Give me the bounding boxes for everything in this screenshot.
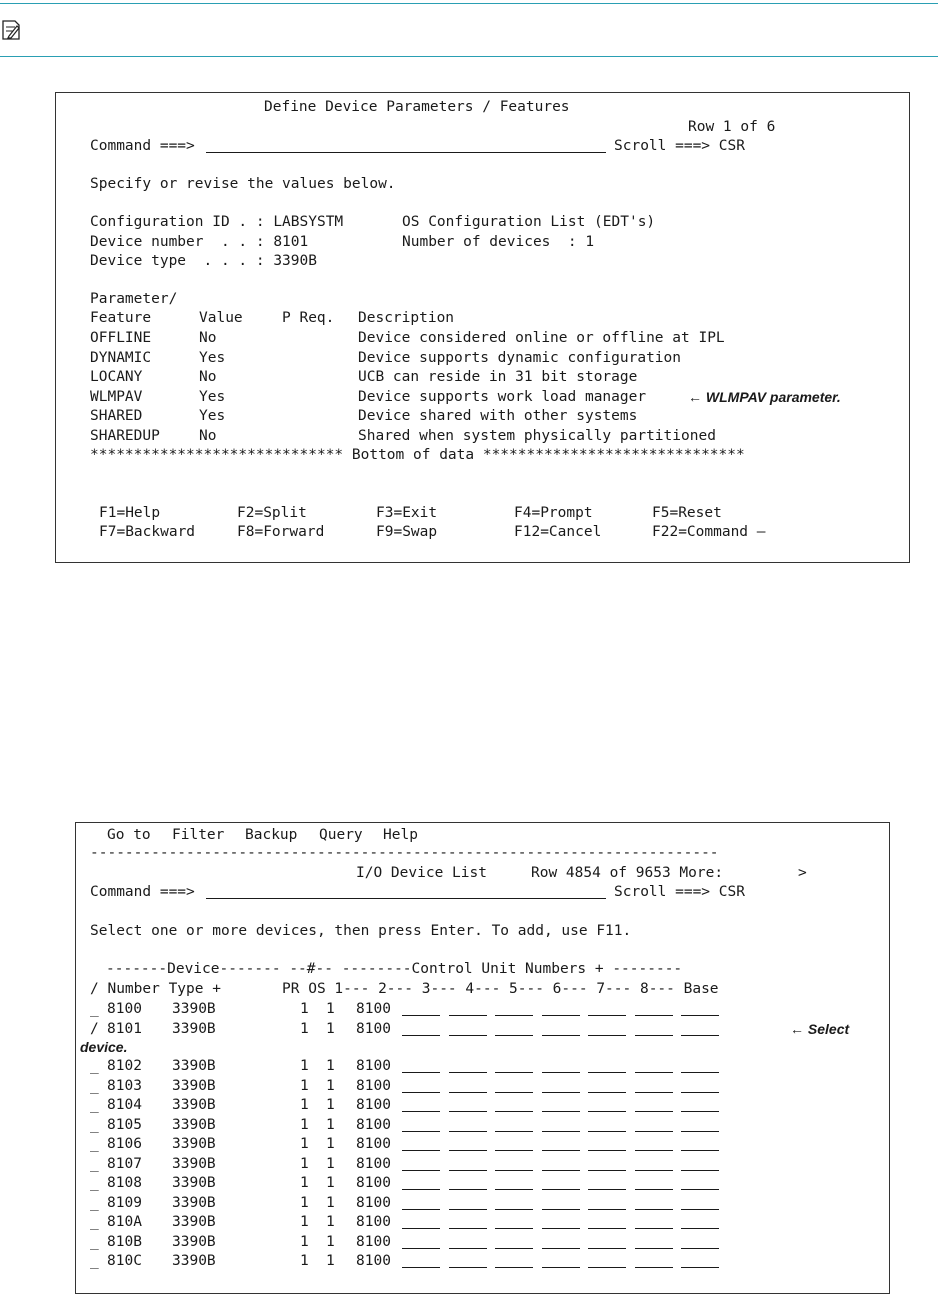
function-key[interactable]: F12=Cancel [514, 524, 602, 540]
row-info: Row 1 of 6 [688, 119, 776, 135]
instruction-text: Select one or more devices, then press Enter. To add, use F11. [90, 923, 632, 939]
param-value[interactable]: Yes [199, 349, 226, 366]
control-unit-input[interactable] [402, 1131, 440, 1132]
function-key[interactable]: F8=Forward [237, 524, 325, 540]
control-unit-input[interactable] [449, 1111, 487, 1112]
device-cu1: 8100 [356, 1077, 391, 1094]
control-unit-input[interactable] [402, 1248, 440, 1249]
control-unit-input[interactable] [681, 1248, 719, 1249]
device-cu1: 8100 [356, 1233, 391, 1250]
function-key[interactable]: F5=Reset [652, 505, 722, 521]
device-os: 1 [326, 1136, 335, 1152]
param-desc: Device shared with other systems [358, 408, 638, 425]
param-feature: SHARED [90, 408, 143, 425]
control-unit-input[interactable] [449, 1092, 487, 1093]
control-unit-input[interactable] [542, 1111, 580, 1112]
control-unit-input[interactable] [681, 1228, 719, 1229]
control-unit-input[interactable] [635, 1170, 673, 1171]
control-unit-input[interactable] [542, 1189, 580, 1190]
param-feature: LOCANY [90, 369, 143, 386]
param-value[interactable]: Yes [199, 408, 226, 425]
bottom-of-data: ***************************** Bottom of data ****************************** [90, 447, 745, 463]
control-unit-input[interactable] [635, 1248, 673, 1249]
control-unit-input[interactable] [681, 1035, 719, 1036]
control-unit-input[interactable] [681, 1209, 719, 1210]
control-unit-input[interactable] [449, 1228, 487, 1229]
control-unit-input[interactable] [635, 1092, 673, 1093]
control-unit-input[interactable] [588, 1267, 626, 1268]
device-sel[interactable]: _ [90, 1116, 99, 1133]
device-cu1: 8100 [356, 1175, 391, 1191]
top-rule [0, 3, 938, 4]
param-desc: UCB can reside in 31 bit storage [358, 369, 638, 386]
control-unit-input[interactable] [495, 1209, 533, 1210]
device-sel[interactable]: _ [90, 1214, 99, 1230]
control-unit-input[interactable] [495, 1015, 533, 1016]
list-header-columns: / Number Type + PR OS 1--- 2--- 3--- 4--- 5--- 6--- 7--- 8--- Base [90, 981, 719, 997]
device-number: 8109 [107, 1194, 142, 1211]
control-unit-input[interactable] [495, 1111, 533, 1112]
control-unit-input[interactable] [635, 1150, 673, 1151]
menu-separator: ------------------------------------------------------------------------ [90, 845, 719, 861]
device-os: 1 [326, 1058, 335, 1074]
control-unit-input[interactable] [495, 1267, 533, 1268]
device-type: 3390B [172, 1097, 216, 1113]
device-os: 1 [326, 1194, 335, 1211]
wlmpav-annotation: ← WLMPAV parameter. [688, 389, 841, 405]
device-pr: 1 [300, 1020, 309, 1037]
device-number: 8105 [107, 1116, 142, 1133]
control-unit-input[interactable] [449, 1150, 487, 1151]
device-pr: 1 [300, 1155, 309, 1172]
control-unit-input[interactable] [402, 1035, 440, 1036]
control-unit-input[interactable] [542, 1035, 580, 1036]
control-unit-input[interactable] [635, 1111, 673, 1112]
device-sel[interactable]: _ [90, 1194, 99, 1211]
control-unit-input[interactable] [588, 1015, 626, 1016]
control-unit-input[interactable] [588, 1189, 626, 1190]
param-value[interactable]: No [199, 428, 217, 444]
device-sel[interactable]: _ [90, 1097, 99, 1113]
device-sel[interactable]: _ [90, 1136, 99, 1152]
control-unit-input[interactable] [588, 1170, 626, 1171]
function-key[interactable]: F1=Help [99, 505, 161, 521]
list-header-groups: -------Device------- --#-- --------Control Unit Numbers + -------- [106, 961, 683, 977]
param-desc: Device considered online or offline at IPL [358, 330, 725, 346]
device-os: 1 [326, 1175, 335, 1191]
device-sel[interactable]: _ [90, 1253, 99, 1269]
control-unit-input[interactable] [402, 1170, 440, 1171]
control-unit-input[interactable] [588, 1248, 626, 1249]
control-unit-input[interactable] [542, 1150, 580, 1151]
scroll-label[interactable]: Scroll ===> CSR [614, 884, 745, 900]
screen-title: I/O Device List [356, 865, 487, 881]
bottom-rule [0, 56, 938, 57]
device-pr: 1 [300, 1136, 309, 1152]
device-cu1: 8100 [356, 1136, 391, 1152]
device-pr: 1 [300, 1233, 309, 1250]
device-pr: 1 [300, 1253, 309, 1269]
device-sel[interactable]: _ [90, 1175, 99, 1191]
device-type: 3390B [172, 1194, 216, 1211]
param-desc: Shared when system physically partitioned [358, 428, 716, 444]
function-key[interactable]: F22=Command — [652, 524, 766, 540]
control-unit-input[interactable] [588, 1111, 626, 1112]
control-unit-input[interactable] [635, 1035, 673, 1036]
function-key[interactable]: F3=Exit [376, 505, 438, 521]
device-number: 8104 [107, 1097, 142, 1113]
control-unit-input[interactable] [681, 1015, 719, 1016]
param-feature: OFFLINE [90, 330, 152, 346]
control-unit-input[interactable] [635, 1189, 673, 1190]
control-unit-input[interactable] [588, 1035, 626, 1036]
device-pr: 1 [300, 1214, 309, 1230]
device-cu1: 8100 [356, 1116, 391, 1133]
scroll-label[interactable]: Scroll ===> CSR [614, 138, 745, 154]
control-unit-input[interactable] [542, 1092, 580, 1093]
control-unit-input[interactable] [681, 1189, 719, 1190]
function-key[interactable]: F9=Swap [376, 524, 438, 540]
control-unit-input[interactable] [449, 1248, 487, 1249]
control-unit-input[interactable] [635, 1072, 673, 1073]
control-unit-input[interactable] [588, 1150, 626, 1151]
menu-item[interactable]: Help [383, 827, 418, 843]
param-value[interactable]: No [199, 369, 217, 386]
control-unit-input[interactable] [635, 1267, 673, 1268]
control-unit-input[interactable] [542, 1072, 580, 1073]
control-unit-input[interactable] [495, 1248, 533, 1249]
col-feature: Feature [90, 310, 152, 326]
control-unit-input[interactable] [681, 1092, 719, 1093]
device-sel[interactable]: _ [90, 1233, 99, 1250]
device-type: 3390B [172, 1155, 216, 1172]
control-unit-input[interactable] [542, 1228, 580, 1229]
control-unit-input[interactable] [495, 1035, 533, 1036]
device-os: 1 [326, 1253, 335, 1269]
device-type: 3390B [172, 1233, 216, 1250]
param-header: Parameter/ [90, 291, 178, 307]
control-unit-input[interactable] [449, 1015, 487, 1016]
device-type: 3390B [172, 1253, 216, 1269]
device-os: 1 [326, 1077, 335, 1094]
device-type: 3390B [172, 1001, 216, 1017]
control-unit-input[interactable] [635, 1015, 673, 1016]
device-type: 3390B [172, 1077, 216, 1094]
control-unit-input[interactable] [449, 1035, 487, 1036]
control-unit-input[interactable] [542, 1131, 580, 1132]
function-key[interactable]: F7=Backward [99, 524, 196, 540]
os-config-label: OS Configuration List (EDT's) [402, 214, 656, 230]
device-cu1: 8100 [356, 1058, 391, 1074]
device-os: 1 [326, 1020, 335, 1037]
control-unit-input[interactable] [542, 1248, 580, 1249]
device-type: 3390B [172, 1214, 216, 1230]
param-feature: DYNAMIC [90, 349, 152, 366]
device-number: 810B [107, 1233, 142, 1250]
device-cu1: 8100 [356, 1020, 391, 1037]
control-unit-input[interactable] [681, 1131, 719, 1132]
control-unit-input[interactable] [588, 1228, 626, 1229]
control-unit-input[interactable] [402, 1189, 440, 1190]
control-unit-input[interactable] [681, 1072, 719, 1073]
control-unit-input[interactable] [681, 1170, 719, 1171]
device-cu1: 8100 [356, 1097, 391, 1113]
col-value: Value [199, 310, 243, 326]
col-preq: P Req. [282, 310, 335, 326]
control-unit-input[interactable] [681, 1267, 719, 1268]
menu-item[interactable]: Go to [107, 827, 151, 843]
device-type: 3390B [172, 1136, 216, 1152]
device-sel[interactable]: _ [90, 1155, 99, 1172]
command-label: Command ===> [90, 138, 195, 154]
command-input[interactable] [206, 152, 606, 153]
device-number: 810A [107, 1214, 142, 1230]
device-number: 8107 [107, 1155, 142, 1172]
device-pr: 1 [300, 1175, 309, 1191]
control-unit-input[interactable] [542, 1209, 580, 1210]
device-number: 8106 [107, 1136, 142, 1152]
control-unit-input[interactable] [495, 1228, 533, 1229]
control-unit-input[interactable] [542, 1267, 580, 1268]
device-number: 8108 [107, 1175, 142, 1191]
param-desc: Device supports work load manager [358, 388, 647, 405]
device-number: 8103 [107, 1077, 142, 1094]
control-unit-input[interactable] [681, 1111, 719, 1112]
device-os: 1 [326, 1214, 335, 1230]
device-type: 3390B [172, 1020, 216, 1037]
row-info: Row 4854 of 9653 More: [531, 865, 724, 881]
menu-item[interactable]: Backup [245, 827, 298, 843]
control-unit-input[interactable] [495, 1170, 533, 1171]
control-unit-input[interactable] [449, 1072, 487, 1073]
device-pr: 1 [300, 1077, 309, 1094]
control-unit-input[interactable] [495, 1092, 533, 1093]
control-unit-input[interactable] [402, 1209, 440, 1210]
config-id-field: Configuration ID . : LABSYSTM [90, 214, 344, 230]
device-pr: 1 [300, 1194, 309, 1211]
control-unit-input[interactable] [588, 1209, 626, 1210]
control-unit-input[interactable] [402, 1228, 440, 1229]
device-sel[interactable]: _ [90, 1001, 99, 1017]
device-type: 3390B [172, 1116, 216, 1133]
device-pr: 1 [300, 1001, 309, 1017]
device-os: 1 [326, 1233, 335, 1250]
control-unit-input[interactable] [495, 1131, 533, 1132]
device-pr: 1 [300, 1116, 309, 1133]
device-type: 3390B [172, 1058, 216, 1074]
control-unit-input[interactable] [495, 1189, 533, 1190]
control-unit-input[interactable] [449, 1209, 487, 1210]
device-cu1: 8100 [356, 1155, 391, 1172]
control-unit-input[interactable] [542, 1015, 580, 1016]
control-unit-input[interactable] [449, 1267, 487, 1268]
param-desc: Device supports dynamic configuration [358, 349, 682, 366]
function-key[interactable]: F4=Prompt [514, 505, 593, 521]
function-key[interactable]: F2=Split [237, 505, 307, 521]
control-unit-input[interactable] [681, 1150, 719, 1151]
control-unit-input[interactable] [449, 1131, 487, 1132]
device-number: 8102 [107, 1058, 142, 1074]
device-cu1: 8100 [356, 1001, 391, 1017]
control-unit-input[interactable] [495, 1072, 533, 1073]
device-number: 810C [107, 1253, 142, 1269]
select-annotation: ← Select [790, 1021, 850, 1037]
menu-item[interactable]: Query [319, 827, 363, 843]
device-sel[interactable]: / [90, 1020, 99, 1037]
control-unit-input[interactable] [635, 1209, 673, 1210]
device-type: 3390B [172, 1175, 216, 1191]
device-number-field: Device number . . : 8101 [90, 234, 309, 250]
device-os: 1 [326, 1116, 335, 1133]
control-unit-input[interactable] [402, 1267, 440, 1268]
device-cu1: 8100 [356, 1253, 391, 1269]
control-unit-input[interactable] [402, 1111, 440, 1112]
control-unit-input[interactable] [635, 1131, 673, 1132]
device-os: 1 [326, 1155, 335, 1172]
param-feature: SHAREDUP [90, 428, 160, 444]
device-number: 8101 [107, 1020, 142, 1037]
device-sel[interactable]: _ [90, 1077, 99, 1094]
device-pr: 1 [300, 1097, 309, 1113]
control-unit-input[interactable] [635, 1228, 673, 1229]
device-sel[interactable]: _ [90, 1058, 99, 1074]
control-unit-input[interactable] [402, 1092, 440, 1093]
control-unit-input[interactable] [402, 1015, 440, 1016]
command-input[interactable] [206, 898, 606, 899]
menu-item[interactable]: Filter [172, 827, 225, 843]
control-unit-input[interactable] [402, 1150, 440, 1151]
control-unit-input[interactable] [588, 1131, 626, 1132]
device-os: 1 [326, 1097, 335, 1113]
device-number: 8100 [107, 1001, 142, 1017]
param-value[interactable]: No [199, 330, 217, 346]
control-unit-input[interactable] [542, 1170, 580, 1171]
device-cu1: 8100 [356, 1214, 391, 1230]
control-unit-input[interactable] [402, 1072, 440, 1073]
screen-title: Define Device Parameters / Features [264, 99, 570, 115]
device-cu1: 8100 [356, 1194, 391, 1211]
control-unit-input[interactable] [449, 1170, 487, 1171]
col-description: Description [358, 310, 455, 326]
control-unit-input[interactable] [449, 1189, 487, 1190]
define-device-parameters-screen [55, 92, 910, 563]
note-icon [2, 20, 20, 40]
command-label: Command ===> [90, 884, 195, 900]
num-devices-field: Number of devices : 1 [402, 234, 595, 250]
device-type-field: Device type . . . : 3390B [90, 253, 317, 269]
device-pr: 1 [300, 1058, 309, 1074]
select-annotation-cont: device. [80, 1039, 128, 1055]
device-os: 1 [326, 1001, 335, 1017]
param-value[interactable]: Yes [199, 388, 226, 405]
control-unit-input[interactable] [588, 1092, 626, 1093]
instruction-text: Specify or revise the values below. [90, 176, 396, 192]
control-unit-input[interactable] [495, 1150, 533, 1151]
param-feature: WLMPAV [90, 388, 143, 405]
more-arrow[interactable]: > [798, 865, 807, 881]
control-unit-input[interactable] [588, 1072, 626, 1073]
io-device-list-screen [75, 822, 890, 1294]
